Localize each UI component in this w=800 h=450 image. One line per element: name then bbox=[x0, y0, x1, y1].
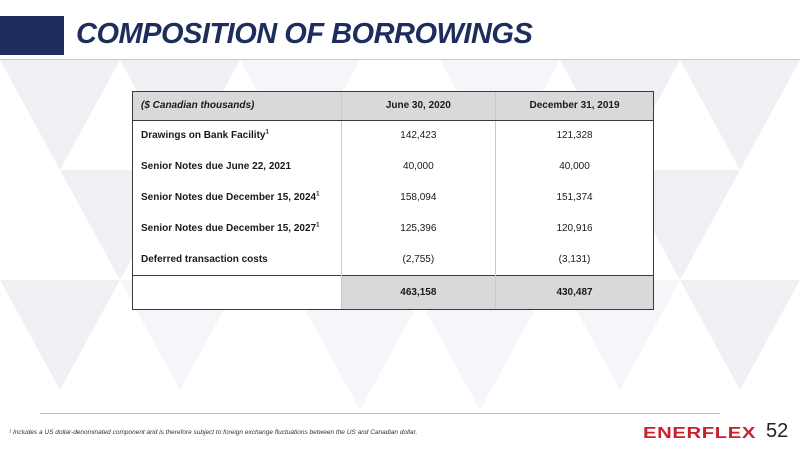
value-december-2019: 120,916 bbox=[496, 213, 653, 244]
value-june-2020: 125,396 bbox=[341, 213, 495, 244]
row-label bbox=[133, 213, 341, 244]
value-december-2019: 40,000 bbox=[496, 151, 653, 182]
footer-divider bbox=[40, 413, 720, 414]
table-row bbox=[133, 213, 653, 244]
page-number: 52 bbox=[766, 420, 789, 442]
value-december-2019: 151,374 bbox=[496, 182, 653, 213]
borrowings-table-container bbox=[132, 91, 654, 310]
total-label bbox=[133, 275, 341, 309]
row-label-text: Drawings on Bank Facility bbox=[141, 130, 266, 142]
value-june-2020: (2,755) bbox=[341, 244, 495, 275]
total-december-2019: 430,487 bbox=[496, 275, 653, 309]
table-header-row bbox=[133, 92, 653, 120]
row-label bbox=[133, 244, 341, 275]
row-label-text: Deferred transaction costs bbox=[141, 253, 268, 265]
slide-title: COMPOSITION OF BORROWINGS bbox=[76, 18, 533, 50]
row-label bbox=[133, 182, 341, 213]
header-units: ($ Canadian thousands) bbox=[133, 92, 341, 120]
row-label-text: Senior Notes due June 22, 2021 bbox=[141, 161, 292, 172]
enerflex-logo bbox=[643, 424, 758, 440]
footnote-marker: 1 bbox=[316, 191, 320, 198]
row-label bbox=[133, 120, 341, 151]
value-june-2020: 142,423 bbox=[341, 120, 495, 151]
table-total-row bbox=[133, 275, 653, 309]
borrowings-table bbox=[133, 92, 653, 309]
title-divider bbox=[0, 59, 800, 60]
table-row bbox=[133, 120, 653, 151]
footnote: ¹ Includes a US dollar-denominated component and is therefore subject to foreign exchange fluctuations between the US and Canadian dollar. bbox=[9, 429, 418, 436]
value-december-2019: 121,328 bbox=[496, 120, 653, 151]
total-june-2020: 463,158 bbox=[341, 275, 495, 309]
row-label-text: Senior Notes due December 15, 2024 bbox=[141, 192, 317, 203]
footnote-marker: 1 bbox=[265, 129, 269, 136]
logo-text: ENERFLEX bbox=[643, 425, 756, 440]
title-accent-bar bbox=[0, 16, 64, 55]
header-december-2019: December 31, 2019 bbox=[496, 92, 653, 120]
table-row bbox=[133, 244, 653, 275]
table-row bbox=[133, 182, 653, 213]
footnote-marker: 1 bbox=[316, 222, 320, 229]
row-label-text: Senior Notes due December 15, 2027 bbox=[141, 223, 317, 234]
value-december-2019: (3,131) bbox=[496, 244, 653, 275]
value-june-2020: 40,000 bbox=[341, 151, 495, 182]
row-label bbox=[133, 151, 341, 182]
value-june-2020: 158,094 bbox=[341, 182, 495, 213]
table-row bbox=[133, 151, 653, 182]
header-june-2020: June 30, 2020 bbox=[341, 92, 495, 120]
